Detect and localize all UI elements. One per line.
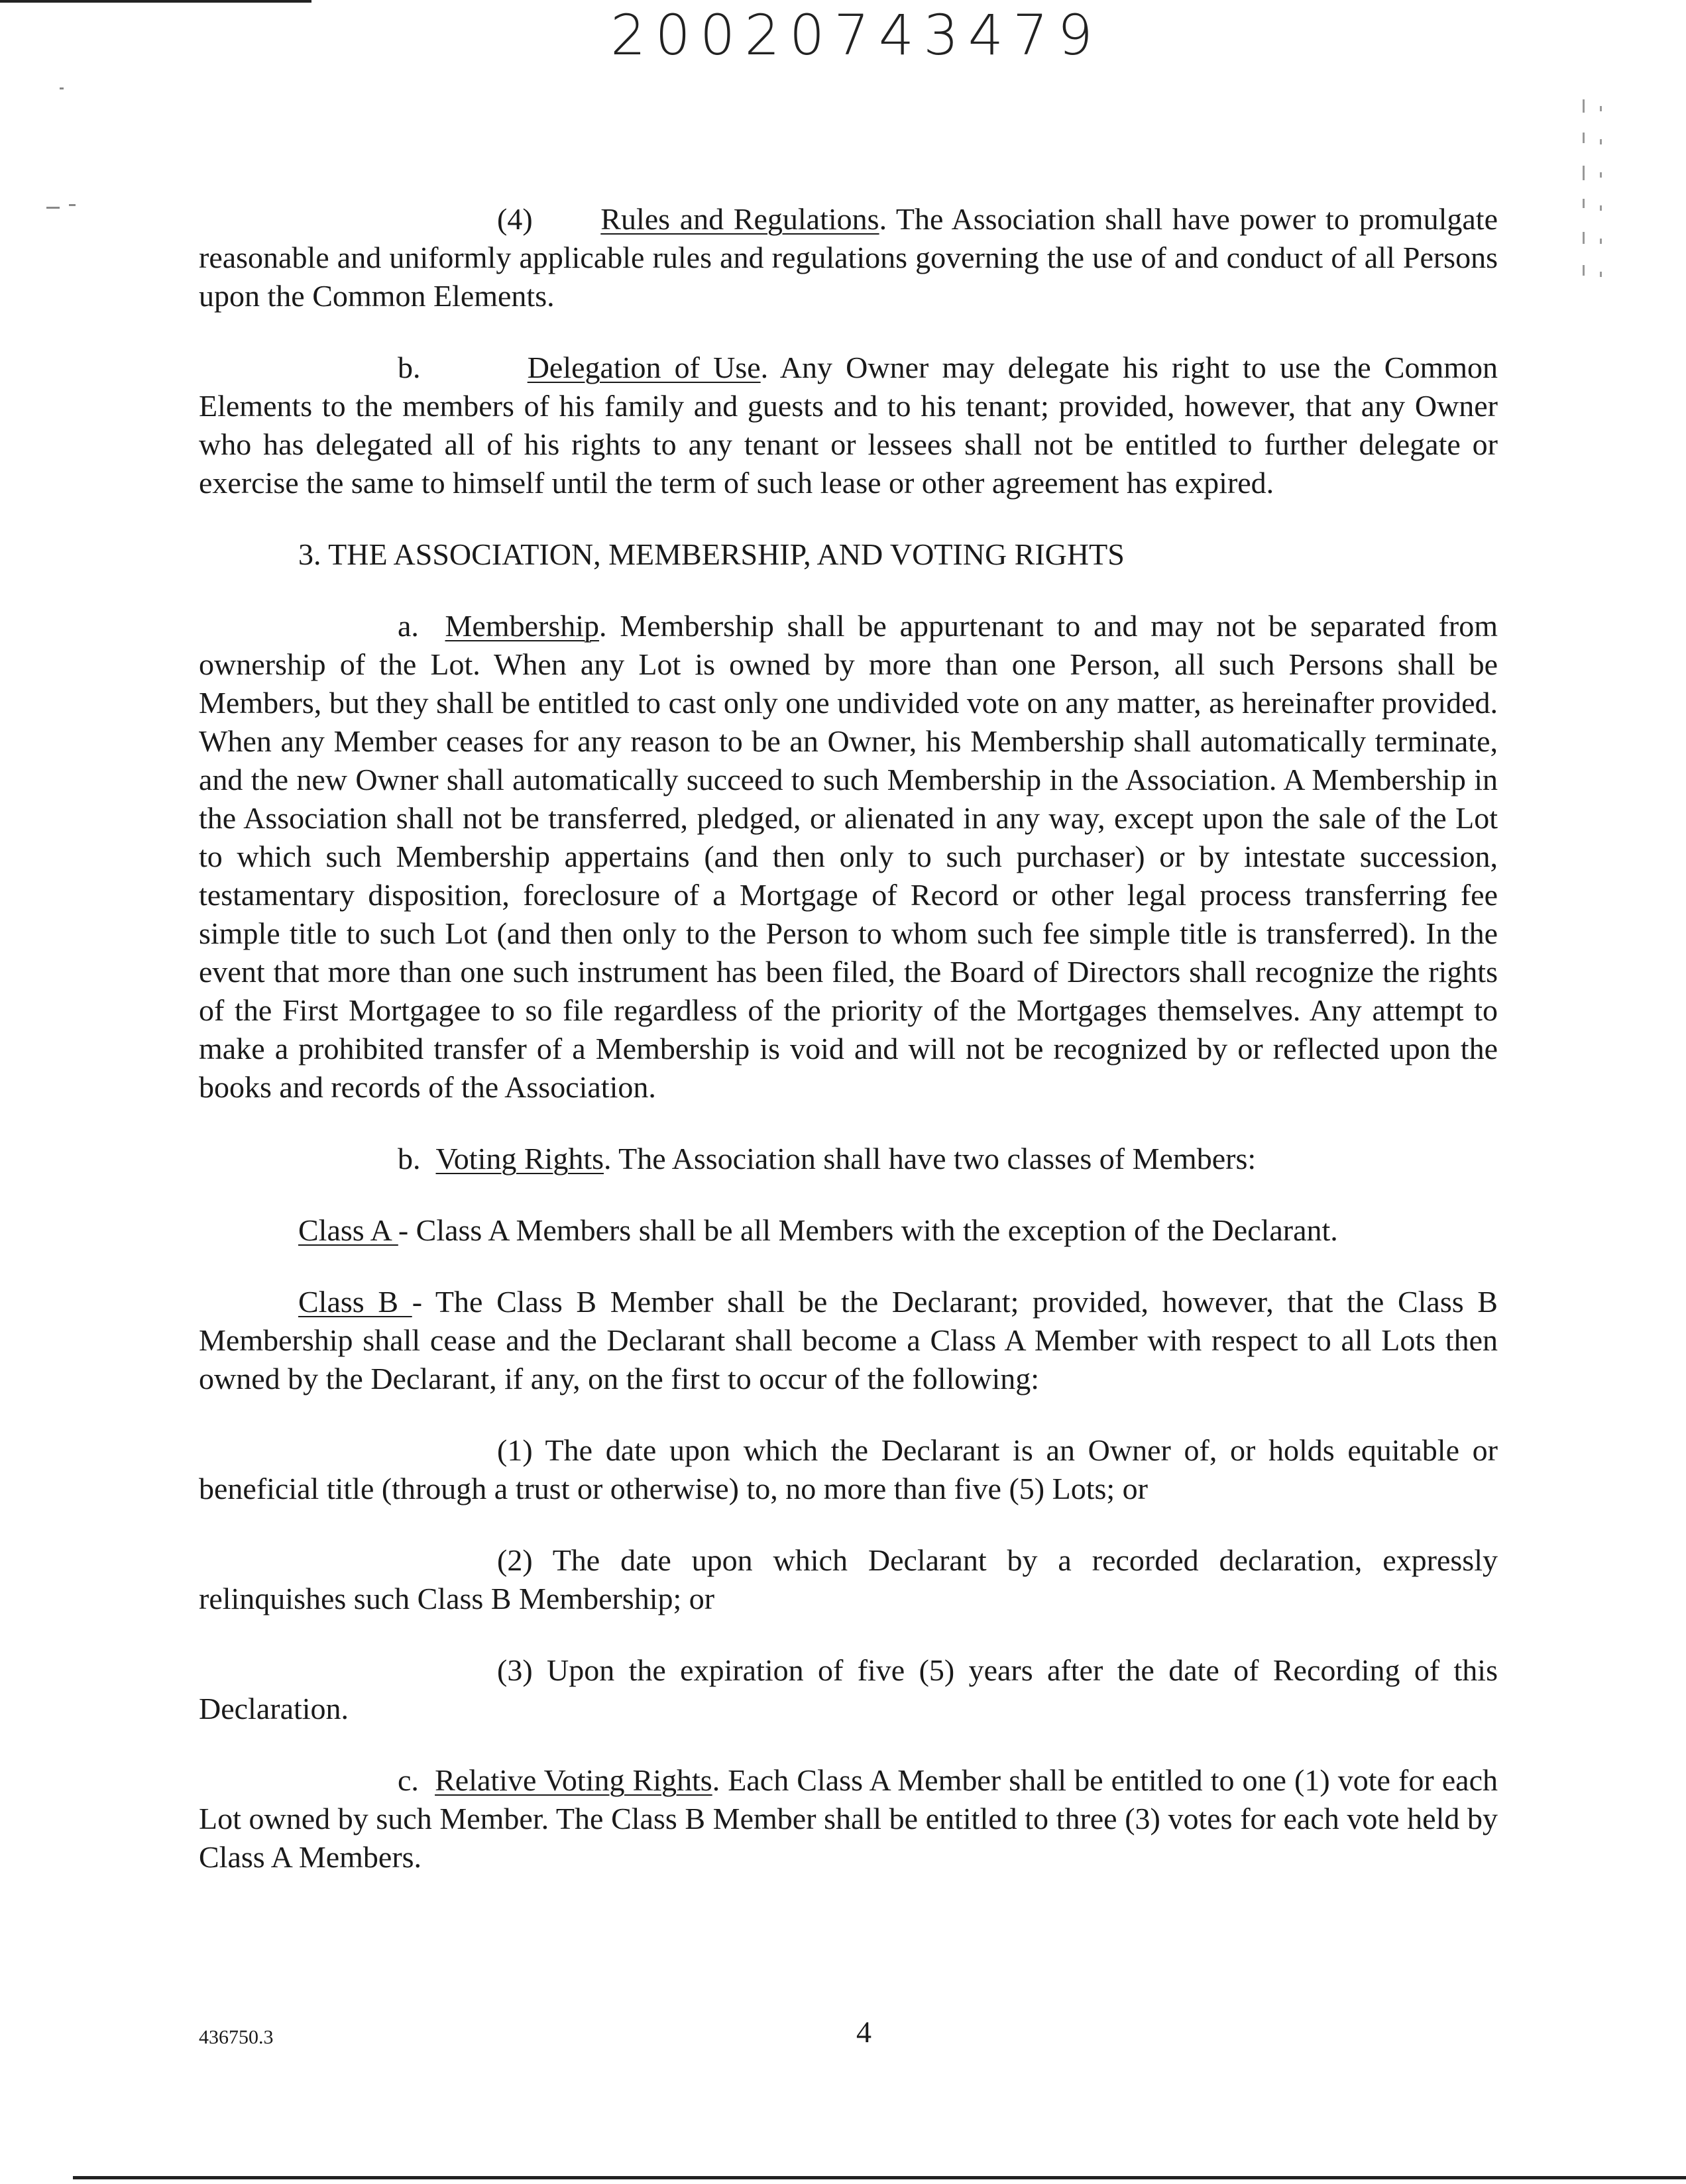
paragraph-voting-rights <box>199 1140 1498 1178</box>
paragraph-text: - The Class B Member shall be the Declarant; provided, however, that the Class B Membership shall cease and the Declarant shall become a Class A Member with respect to all Lots then owned by the Declarant, if any, on the first to occur of the following: <box>199 1285 1498 1395</box>
paragraph-text: . The Association shall have two classes of Members: <box>604 1142 1257 1175</box>
paragraph-text: . Membership shall be appurtenant to and may not be separated from ownership of the Lot. When any Lot is owned by more than one Person, all such Persons shall be Members, but they shall be entitled to cast only one undivided vote on any matter, as hereinafter provided. When any Member ceases for any reason to be an Owner, his Membership shall automatically terminate, and the new Owner shall automatically succeed to such Membership in the Association. A Membership in the Association shall not be transferred, pledged, or alienated in any way, except upon the sale of the Lot to which such Membership appertains (and then only to such purchaser) or by intestate succession, testamentary disposition, foreclosure of a Mortgage of Record or other legal process transferring fee simple title to such Lot (and then only to the Person to whom such fee simple title is transferred). In the event that more than one such instrument has been filed, the Board of Directors shall recognize the rights of the First Mortgagee to so file regardless of the priority of the Mortgages themselves. Any attempt to make a prohibited transfer of a Membership is void and will not be recognized by or reflected upon the books and records of the Association. <box>199 609 1498 1104</box>
bottom-rule <box>73 2176 1686 2179</box>
paragraph-text: - Class A Members shall be all Members with the exception of the Declarant. <box>398 1213 1338 1247</box>
section-heading-3: 3. THE ASSOCIATION, MEMBERSHIP, AND VOTING RIGHTS <box>298 537 1125 571</box>
section-title-membership: Membership <box>445 609 600 643</box>
section-title-voting: Voting Rights <box>435 1142 604 1175</box>
item-letter: b. <box>398 1142 421 1175</box>
section-title-rules: Rules and Regulations <box>600 202 879 236</box>
paragraph-membership <box>199 607 1498 1107</box>
item-number: (4) <box>497 202 533 236</box>
class-b-title: Class B <box>298 1285 412 1319</box>
paragraph-relative-voting-rights <box>199 1761 1498 1877</box>
class-a-title: Class A <box>298 1213 398 1247</box>
paragraph-item-3: (3) Upon the expiration of five (5) years after the date of Recording of this Declaration. <box>199 1653 1498 1725</box>
paragraph-text: . Each Class A Member shall be entitled to one (1) vote for each Lot owned by such Member. The Class B Member shall be entitled to three (3) votes for each vote held by Class A Members. <box>199 1763 1498 1874</box>
document-number: 20020743479 <box>610 3 1102 68</box>
paragraph-text: . Any Owner may delegate his right to use the Common Elements to the members of his family and guests and to his tenant; provided, however, that any Owner who has delegated all of his rights to any tenant or lessees shall not be entitled to further delegate or exercise the same to himself until the term of such lease or other agreement has expired. <box>199 351 1498 500</box>
paragraph-item-2: (2) The date upon which Declarant by a recorded declaration, expressly relinquishes such Class B Membership; or <box>199 1543 1498 1615</box>
margin-speck <box>46 207 60 209</box>
scan-marks <box>1580 99 1613 298</box>
section-title-relative: Relative Voting Rights <box>435 1763 712 1797</box>
paragraph-text: . The Association shall have power to promulgate reasonable and uniformly applicable rules and regulations governing the use of and conduct of all Persons upon the Common Elements. <box>199 202 1498 313</box>
footer-reference: 436750.3 <box>199 2026 274 2048</box>
paragraph-class-b <box>199 1283 1498 1398</box>
paragraph-rules-and-regulations <box>199 200 1498 315</box>
paragraph-class-a <box>199 1211 1498 1250</box>
margin-speck <box>60 87 64 89</box>
margin-speck <box>69 204 76 206</box>
page-number: 4 <box>856 2015 871 2049</box>
item-letter: c. <box>398 1763 419 1797</box>
section-title-delegation: Delegation of Use <box>527 351 761 384</box>
item-letter: b. <box>398 351 421 384</box>
document-body <box>199 200 1498 1877</box>
paragraph-delegation-of-use <box>199 349 1498 502</box>
paragraph-item-1: (1) The date upon which the Declarant is an Owner of, or holds equitable or beneficial title (through a trust or otherwise) to, no more than five (5) Lots; or <box>199 1433 1498 1505</box>
item-letter: a. <box>398 609 419 643</box>
